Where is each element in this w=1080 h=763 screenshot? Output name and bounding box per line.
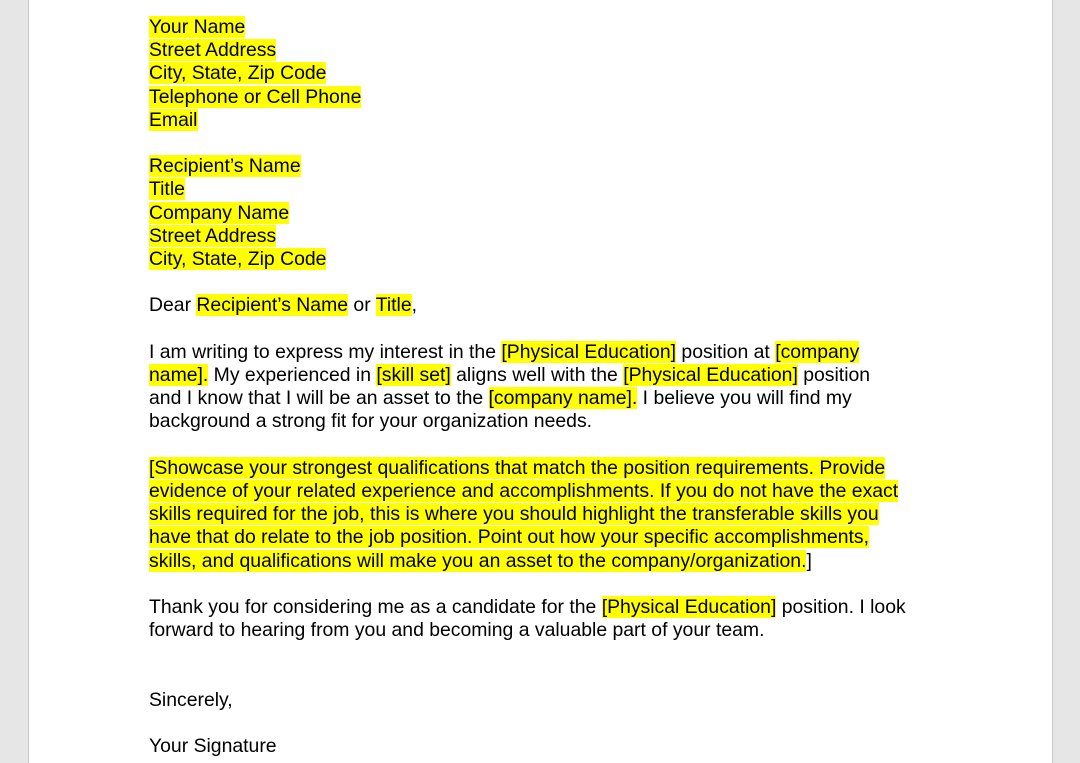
sender-street[interactable]: Street Address — [149, 39, 277, 62]
recipient-company[interactable]: Company Name — [149, 201, 290, 224]
company-placeholder[interactable]: [company — [775, 340, 860, 363]
position-placeholder[interactable]: [Physical Education] — [501, 340, 677, 363]
spacer — [149, 573, 949, 596]
sender-name[interactable]: Your Name — [149, 16, 246, 38]
spacer — [149, 132, 949, 155]
salutation-name[interactable]: Recipient’s Name — [196, 294, 349, 317]
skill-set-placeholder[interactable]: [skill set] — [376, 364, 451, 386]
recipient-name[interactable]: Recipient’s Name — [149, 155, 301, 178]
recipient-block — [149, 155, 949, 271]
letter-body — [149, 16, 949, 758]
position-placeholder[interactable]: [Physical Education] — [601, 596, 777, 618]
paragraph-interest: I am writing to express my interest in the [Physical Education] position at [company name]. My experienced in [skill set] aligns well with the [Physical Education] position and I know that I will be an asset to the [company name]. I believe you will find my background a strong fit for your organization needs. — [149, 340, 871, 433]
sender-block — [149, 16, 949, 132]
salutation: Dear Recipient’s Name or Title, — [149, 294, 418, 317]
paragraph-qualifications: [Showcase your strongest qualifications that match the position requirements. Provide evidence of your related experience and accomplishments. If you do not have the exact skills required for the job, this is where you should highlight the transferable skills you have that do relate to the job position. Point out how your specific accomplishments, skills, and qualifications will make you an asset to the company/organization.] — [149, 456, 899, 572]
position-placeholder[interactable]: [Physical Education] — [623, 364, 798, 386]
recipient-city[interactable]: City, State, Zip Code — [149, 248, 327, 271]
recipient-title[interactable]: Title — [149, 178, 185, 201]
document-page — [28, 0, 1053, 763]
recipient-street[interactable]: Street Address — [149, 224, 277, 247]
spacer — [149, 434, 949, 457]
paragraph-thanks: Thank you for considering me as a candidate for the [Physical Education] position. I look forward to hearing from you and becoming a valuable part of your team. — [149, 596, 906, 642]
spacer — [149, 318, 949, 341]
company-placeholder[interactable]: name]. — [149, 364, 209, 386]
sender-phone[interactable]: Telephone or Cell Phone — [149, 85, 362, 108]
signature: Your Signature — [149, 735, 277, 758]
closing: Sincerely, — [149, 688, 233, 711]
sender-city[interactable]: City, State, Zip Code — [149, 62, 327, 85]
sender-email[interactable]: Email — [149, 108, 198, 131]
spacer — [149, 642, 949, 688]
spacer — [149, 271, 949, 294]
spacer — [149, 712, 949, 735]
company-placeholder[interactable]: [company name]. — [488, 387, 638, 410]
salutation-title[interactable]: Title — [375, 294, 412, 317]
